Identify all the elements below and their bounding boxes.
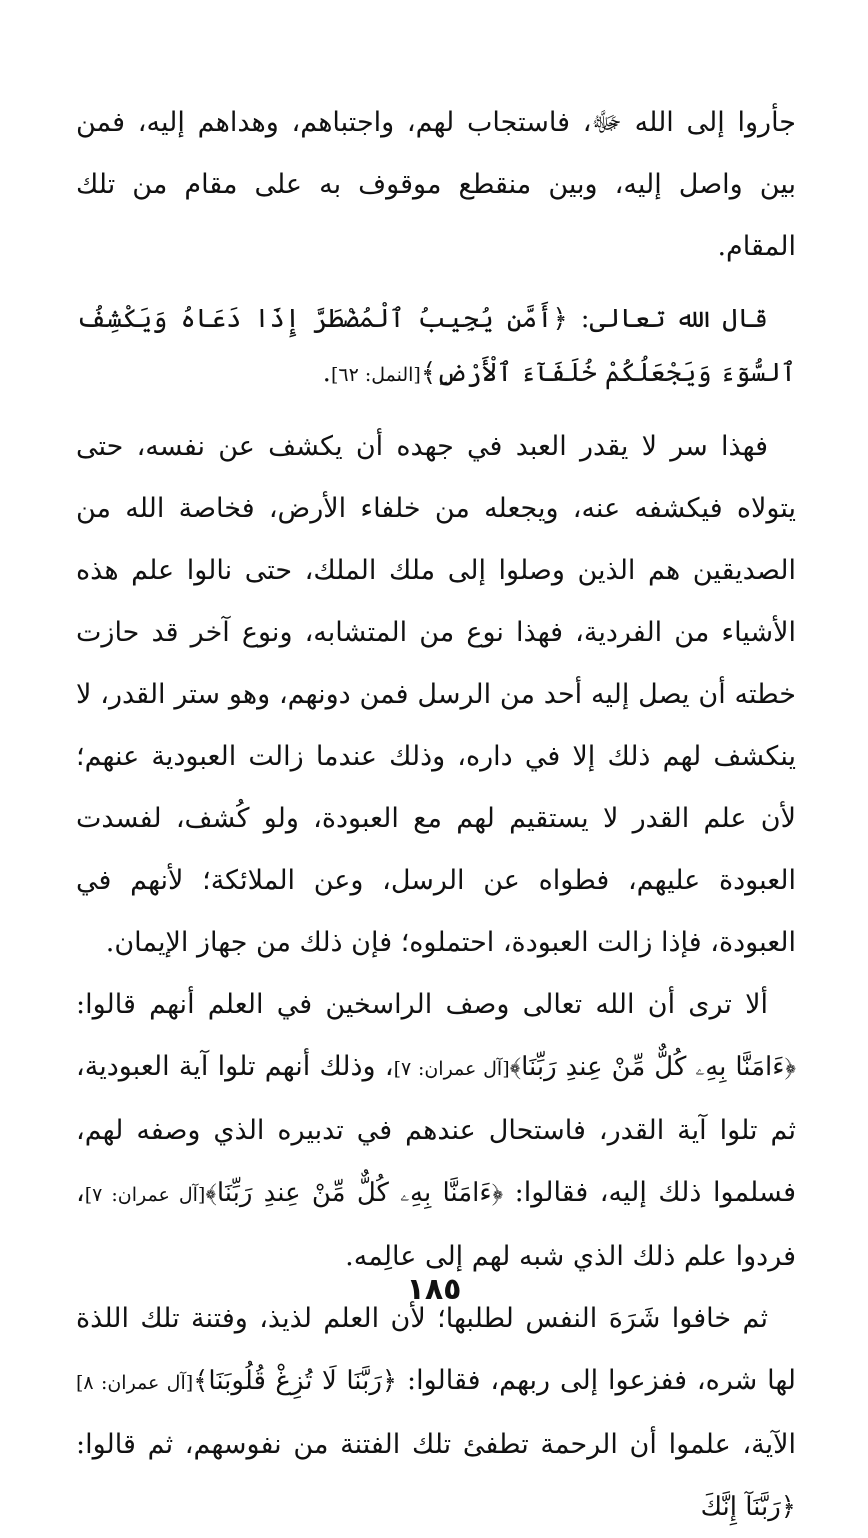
paragraph-4-text-b: ، وذلك أنهم تلوا آية العبودية، ثم تلوا آية القدر، فاستحال عندهم في تدبيره الذي وصفه لهم، فسلموا ذلك إليه، فقالوا: bbox=[76, 1051, 796, 1208]
page-body bbox=[76, 92, 796, 1538]
quran-verse: ﴿أَمَّن يُجِيبُ ٱلْمُضْطَرَّ إِذَا دَعَاهُ وَيَكْشِفُ ٱلسُّوٓءَ وَيَجْعَلُكُمْ خُلَفَآءَ ٱلْأَرْضِ﴾ bbox=[76, 304, 796, 388]
paragraph-4-text-c: ، فردوا علم ذلك الذي شبه لهم إلى عالِمه. bbox=[76, 1177, 796, 1272]
verse-intro: قال الله تعالى: bbox=[567, 304, 768, 334]
verse-end: . bbox=[322, 358, 331, 388]
verse-reference: [آل عمران: ٧] bbox=[84, 1184, 206, 1206]
quran-verse: ﴿رَبَّنَآ إِنَّكَ bbox=[700, 1492, 796, 1522]
quran-verse: ﴿ءَامَنَّا بِهِۦ كُلٌّ مِّنْ عِندِ رَبِّنَا﴾ bbox=[205, 1178, 504, 1208]
quran-verse: ﴿رَبَّنَا لَا تُزِغْ قُلُوبَنَا﴾ bbox=[193, 1366, 398, 1396]
paragraph-5-text-b: الآية، علموا أن الرحمة تطفئ تلك الفتنة من نفوسهم، ثم قالوا: bbox=[76, 1429, 796, 1460]
paragraph-4 bbox=[76, 974, 796, 1288]
paragraph-2-verse bbox=[76, 292, 796, 402]
paragraph-3 bbox=[76, 416, 796, 974]
verse-reference: [آل عمران: ٧] bbox=[393, 1058, 510, 1080]
page-number: ١٨٥ bbox=[406, 1272, 462, 1307]
paragraph-1 bbox=[76, 92, 796, 278]
paragraph-5 bbox=[76, 1288, 796, 1538]
paragraph-5-text-a: ثم خافوا شَرَهَ النفس لطلبها؛ لأن العلم لذيذ، وفتنة تلك اللذة لها شره، ففزعوا إلى ربهم، فقالوا: bbox=[76, 1303, 796, 1396]
paragraph-1-text: جأروا إلى الله ﷻ، فاستجاب لهم، واجتباهم، وهداهم إليه، فمن بين واصل إليه، وبين منقطع موقوف به على مقام من تلك المقام. bbox=[76, 107, 796, 262]
paragraph-4-text-a: ألا ترى أن الله تعالى وصف الراسخين في العلم أنهم قالوا: bbox=[76, 989, 768, 1020]
verse-reference: [آل عمران: ٨] bbox=[76, 1372, 194, 1394]
paragraph-3-text: فهذا سر لا يقدر العبد في جهده أن يكشف عن نفسه، حتى يتولاه فيكشفه عنه، ويجعله من خلفاء الأرض، فخاصة الله من الصديقين هم الذين وصلوا إلى ملك الملك، حتى نالوا علم هذه الأشياء من الفردية، فهذا نوع من المتشابه، ونوع آخر قد حازت خطته أن يصل إليه أحد من الرسل فمن دونهم، وهو ستر القدر، لا ينكشف لهم ذلك إلا في داره، وذلك عندما زالت العبودية عنهم؛ لأن علم القدر لا يستقيم لهم مع العبودة، ولو كُشف، لفسدت العبودة عليهم، فطواه عن الرسل، وعن الملائكة؛ لأنهم في العبودة، فإذا زالت العبودة، احتملوه؛ فإن ذلك من جهاز الإيمان. bbox=[76, 431, 796, 958]
quran-verse: ﴿ءَامَنَّا بِهِۦ كُلٌّ مِّنْ عِندِ رَبِّنَا﴾ bbox=[509, 1052, 796, 1082]
verse-reference: [النمل: ٦٢] bbox=[330, 364, 421, 386]
